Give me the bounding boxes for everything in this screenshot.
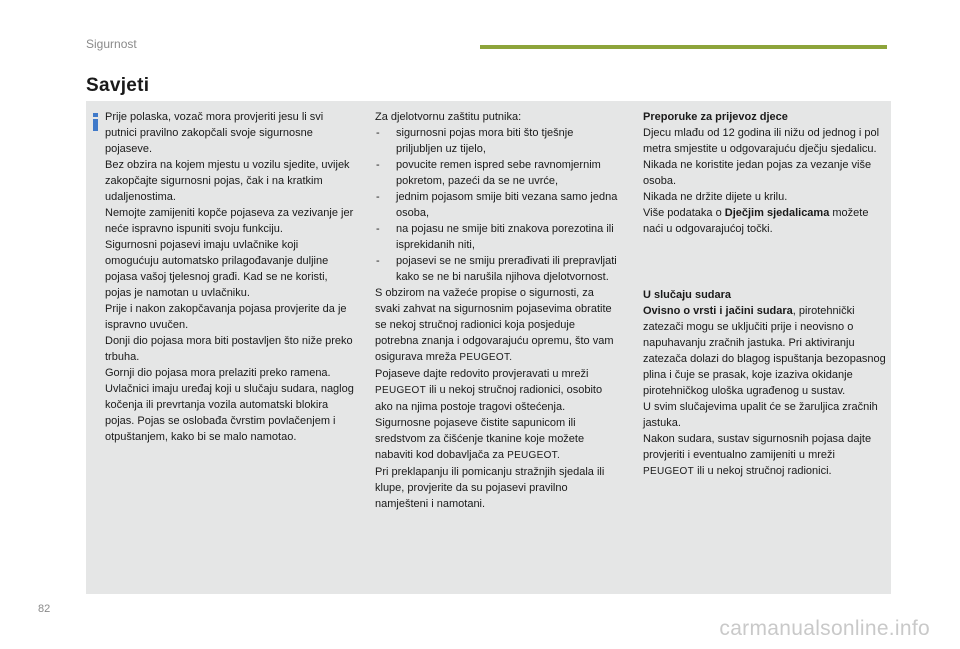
content-panel <box>86 101 891 594</box>
paragraph: Bez obzira na kojem mjestu u vozilu sjedite, uvijek zakopčajte sigurnosni pojas, čak i na kratkim udaljenostima. <box>105 159 350 203</box>
paragraph: Donji dio pojasa mora biti postavljen što niže preko trbuha. <box>105 335 353 363</box>
paragraph: Pojaseve dajte redovito provjeravati u mreži PEUGEOT ili u nekoj stručnoj radionici, osobito ako na njima postoje tragovi oštećenja. <box>375 368 603 413</box>
paragraph: Prije i nakon zakopčavanja pojasa provjerite da je ispravno uvučen. <box>105 303 347 331</box>
brand-name: PEUGEOT <box>643 466 694 477</box>
paragraph: Nikada ne koristite jedan pojas za vezanje više osoba. <box>643 159 872 187</box>
paragraph: Ovisno o vrsti i jačini sudara, pirotehnički zatezači mogu se uključiti prije i neovisno o napuhavanju zračnih jastuka. Pri aktiviranju zatezača dolazi do blagog ispuštanja bezopasnog plina i čuje se prasak, koje izaziva okidanje pirotehničkog uloška ugrađenog u sustav. <box>643 305 886 397</box>
paragraph: S obzirom na važeće propise o sigurnosti, za svaki zahvat na sigurnosnim pojasevima obratite se nekoj stručnoj radionici koja posjeduje potrebna znanja i odgovarajuću opremu, što vam osigurava mreža PEUGEOT. <box>375 287 614 363</box>
column-effective-protection <box>375 109 621 512</box>
info-icon <box>92 113 100 131</box>
paragraph: Pri preklapanju ili pomicanju stražnjih sjedala ili klupe, provjerite da su pojasevi pravilno namješteni i namotani. <box>375 466 605 510</box>
page-title: Savjeti <box>86 75 150 96</box>
paragraph: Uvlačnici imaju uređaj koji u slučaju sudara, naglog kočenja ili prevrtanja vozila automatski blokira pojas. Pojas se oslobađa čvrstim povlačenjem i otpuštanjem, kako bi se malo namotao. <box>105 383 354 443</box>
column-children-and-collision <box>643 109 888 480</box>
heading-in-case-of-collision: U slučaju sudara <box>643 289 732 301</box>
paragraph: Sigurnosne pojaseve čistite sapunicom ili sredstvom za čišćenje tkanine koje možete nabaviti kod dobavljača za PEUGEOT. <box>375 417 585 461</box>
child-seats-reference: Dječjim sjedalicama <box>724 207 830 219</box>
brand-name: PEUGEOT <box>375 385 426 396</box>
brand-name: PEUGEOT. <box>507 450 561 461</box>
brand-name: PEUGEOT. <box>459 352 513 363</box>
paragraph: Gornji dio pojasa mora prelaziti preko ramena. <box>105 367 331 379</box>
list-item: - povucite remen ispred sebe ravnomjernim pokretom, pazeći da se ne uvrće, <box>375 157 621 189</box>
list-item: - pojasevi se ne smiju prerađivati ili prepravljati kako se ne bi narušila njihova djelotvornost. <box>375 253 621 285</box>
list-item: - sigurnosni pojas mora biti što tješnje priljubljen uz tijelo, <box>375 125 621 157</box>
watermark: carmanualsonline.info <box>719 617 930 640</box>
paragraph: Djecu mlađu od 12 godina ili nižu od jednog i pol metra smjestite u odgovarajuću dječju sjedalicu. <box>643 127 880 155</box>
paragraph: Sigurnosni pojasevi imaju uvlačnike koji omogućuju automatsko prilagođavanje duljine pojasa vašoj tjelesnoj građi. Kad se ne koristi, pojas je namotan u uvlačniku. <box>105 239 329 299</box>
header-accent-rule <box>480 45 887 49</box>
paragraph: Prije polaska, vozač mora provjeriti jesu li svi putnici pravilno zakopčali svoje sigurnosne pojaseve. <box>105 111 324 155</box>
paragraph: Nemojte zamijeniti kopče pojaseva za vezivanje jer neće ispravno ispuniti svoju funkciju. <box>105 207 354 235</box>
heading-child-transport: Preporuke za prijevoz djece <box>643 111 788 123</box>
list-item: - na pojasu ne smije biti znakova porezotina ili isprekidanih niti, <box>375 221 621 253</box>
list-item: - jednim pojasom smije biti vezana samo jedna osoba, <box>375 189 621 221</box>
column-general-advice <box>105 109 355 445</box>
paragraph: Više podataka o Dječjim sjedalicama možete naći u odgovarajućoj točki. <box>643 207 869 235</box>
paragraph: Nikada ne držite dijete u krilu. <box>643 191 788 203</box>
page-number: 82 <box>38 603 51 615</box>
paragraph: Nakon sudara, sustav sigurnosnih pojasa dajte provjeriti i eventualno zamijeniti u mreži PEUGEOT ili u nekoj stručnoj radionici. <box>643 433 872 477</box>
paragraph: U svim slučajevima upalit će se žaruljica zračnih jastuka. <box>643 401 878 429</box>
list-intro: Za djelotvornu zaštitu putnika: <box>375 111 522 123</box>
section-label: Sigurnost <box>86 37 137 51</box>
protection-list <box>375 125 621 285</box>
